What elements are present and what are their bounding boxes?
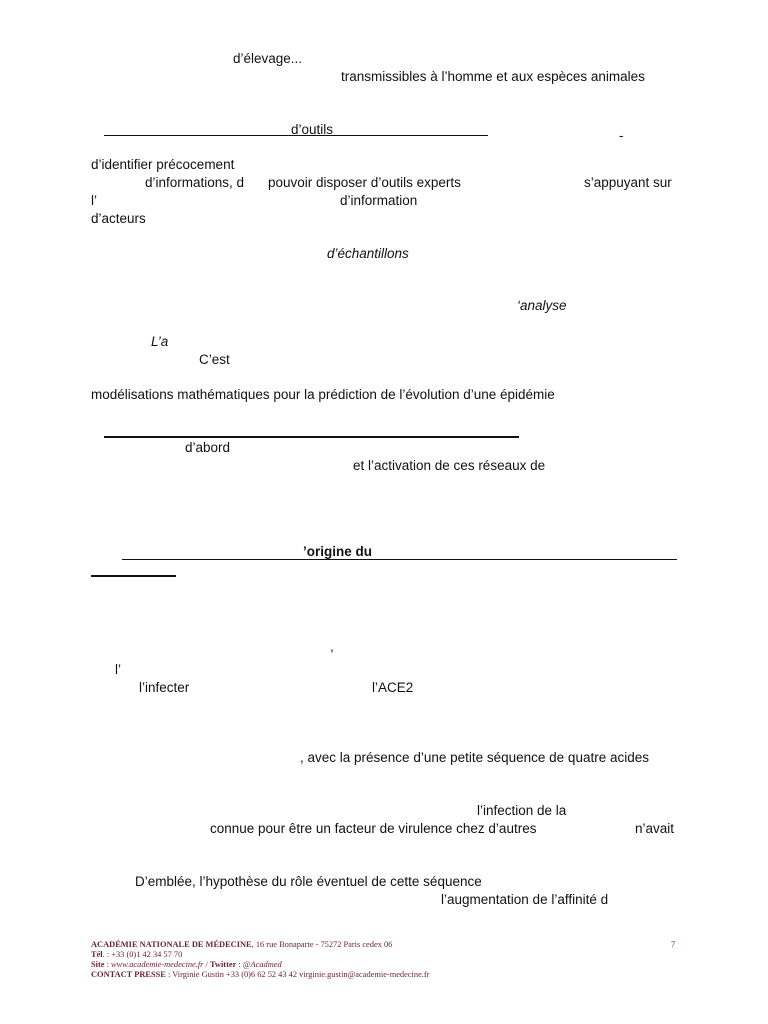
text-fragment: d’échantillons [327, 246, 409, 261]
site-link[interactable]: www.academie-medecine.fr [111, 960, 204, 969]
press-contact-value: : Virginie Gustin +33 (0)6 62 52 43 42 virginie.gustin@academie-medecine.fr [165, 970, 430, 979]
text-fragment: l’infection de la [477, 803, 567, 818]
text-fragment: , [330, 639, 334, 654]
text-fragment: et l’activation de ces réseaux de [353, 458, 546, 473]
footer-line-2 [91, 950, 429, 960]
text-fragment: d’informations, d [145, 175, 245, 190]
text-fragment: l’ [115, 662, 121, 677]
text-fragment: n’avait [635, 821, 675, 836]
text-fragment: s’appuyant sur [584, 175, 672, 190]
text-fragment: d’acteurs [91, 211, 146, 226]
text-fragment: l’ [91, 193, 97, 208]
text-fragment: connue pour être un facteur de virulence chez d’autres [210, 821, 537, 836]
text-fragment: - [619, 128, 624, 143]
tel-value: . : +33 (0)1 42 34 57 70 [102, 950, 183, 959]
underline-rule [122, 559, 677, 560]
footer-line-3: Site : www.academie-medecine.fr / Twitter : @Acadmed [91, 960, 282, 969]
text-fragment: l’ACE2 [372, 680, 414, 695]
text-fragment: d’élevage... [233, 51, 303, 66]
site-label: Site [91, 960, 105, 969]
footer-line-1 [91, 940, 429, 950]
text-fragment: D’emblée, l’hypothèse du rôle éventuel de cette séquence [135, 874, 482, 889]
text-fragment: transmissibles à l’homme et aux espèces animales [341, 69, 645, 84]
text-fragment: ‘analyse [517, 298, 567, 313]
page-number: 7 [671, 940, 676, 949]
academy-address: , 16 rue Bonaparte - 75272 Paris cedex 06 [251, 940, 393, 949]
text-fragment: pouvoir disposer d’outils experts [268, 175, 461, 190]
text-fragment: modélisations mathématiques pour la prédiction de l’évolution d’une épidémie [91, 387, 555, 402]
footer-line-4 [91, 970, 429, 980]
text-fragment: d’outils [291, 122, 334, 137]
twitter-label: Twitter [209, 960, 237, 969]
press-contact-label: CONTACT PRESSE [91, 970, 166, 979]
text-fragment: l’augmentation de l’affinité d [441, 892, 609, 907]
text-fragment: d’abord [185, 440, 231, 455]
text-fragment: d’information [340, 193, 418, 208]
text-fragment: l’infecter [139, 680, 190, 695]
section-heading-fragment: ’origine du [303, 544, 372, 559]
underline-rule [104, 135, 488, 136]
twitter-link[interactable]: @Acadmed [242, 960, 282, 969]
underline-rule [91, 575, 176, 577]
underline-rule [104, 436, 519, 438]
page-footer [91, 940, 429, 980]
tel-label: Tél [91, 950, 103, 959]
text-fragment: L’a [151, 334, 169, 349]
text-fragment: d’identifier précocement [91, 157, 235, 172]
academy-name: ACADÉMIE NATIONALE DE MÉDECINE [91, 940, 252, 949]
text-fragment: , avec la présence d’une petite séquence de quatre acides [300, 750, 649, 765]
text-fragment: C’est [199, 352, 230, 367]
